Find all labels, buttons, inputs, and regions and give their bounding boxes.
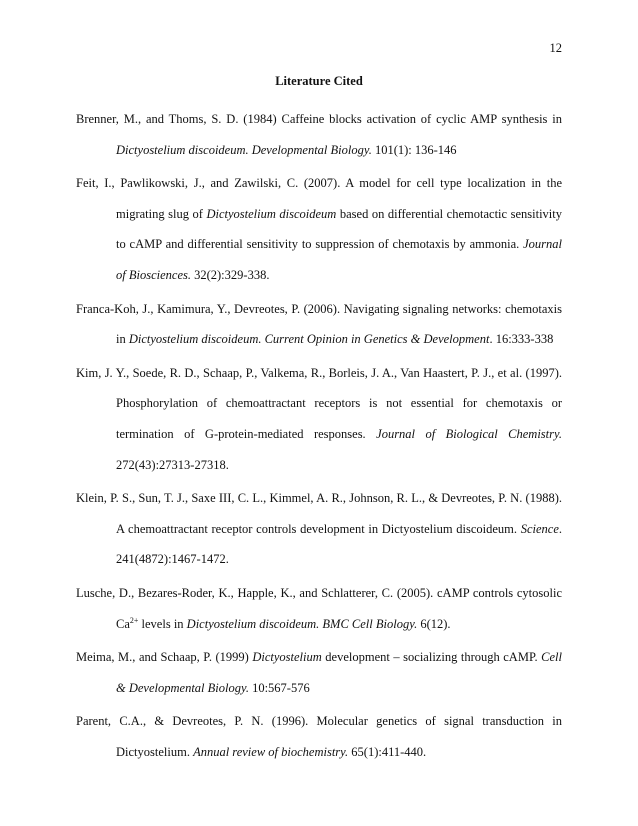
reference-entry <box>76 168 562 290</box>
reference-italic-text: Cell & Developmental Biology. <box>116 650 563 695</box>
reference-italic-text: Science <box>520 521 559 536</box>
reference-italic-text: Journal of Biosciences. <box>116 237 562 282</box>
section-heading: Literature Cited <box>275 74 363 88</box>
reference-text: 6(12). <box>417 616 451 631</box>
reference-text: 10:567-576 <box>248 680 310 695</box>
page-number: 12 <box>549 41 562 55</box>
reference-italic-text: Dictyostelium discoideum <box>206 206 337 221</box>
reference-entry <box>76 642 562 703</box>
reference-entry <box>76 294 562 355</box>
reference-italic-text: Dictyostelium <box>252 650 322 665</box>
reference-text: Klein, P. S., Sun, T. J., Saxe III, C. L., Kimmel, A. R., Johnson, R. L., & Devreotes, P. N. (1988). A chemoattractant receptor controls development in Dictyostelium discoideum. <box>76 491 562 536</box>
reference-italic-text: Dictyostelium discoideum. BMC Cell Biology. <box>186 616 418 631</box>
reference-text: development – socializing through cAMP. <box>321 650 542 665</box>
reference-text: Brenner, M., and Thoms, S. D. (1984) Caffeine blocks activation of cyclic AMP synthesis in <box>76 112 562 126</box>
reference-italic-text: Journal of Biological Chemistry. <box>376 426 562 441</box>
reference-text: . 241(4872):1467-1472. <box>116 521 562 567</box>
reference-entry <box>76 104 562 165</box>
reference-entry <box>76 578 562 639</box>
reference-entry <box>76 483 562 575</box>
reference-text: Lusche, D., Bezares-Roder, K., Happle, K., and Schlatterer, C. (2005). cAMP controls cytosolic Ca <box>76 585 562 631</box>
reference-text: . 16:333-338 <box>489 332 554 347</box>
reference-italic-text: Dictyostelium discoideum. Developmental Biology. <box>116 142 372 157</box>
reference-entry <box>76 706 562 767</box>
reference-italic-text: Annual review of biochemistry. <box>193 744 349 759</box>
reference-superscript: 2+ <box>129 615 139 625</box>
reference-list <box>76 104 562 770</box>
reference-text: Franca-Koh, J., Kamimura, Y., Devreotes, P. (2006). Navigating signaling networks: chemotaxis in <box>76 301 562 347</box>
reference-text: Meima, M., and Schaap, P. (1999) <box>76 650 253 665</box>
reference-text: Parent, C.A., & Devreotes, P. N. (1996). Molecular genetics of signal transduction in Dictyostelium. <box>76 714 562 759</box>
reference-text: 65(1):411-440. <box>348 744 427 759</box>
reference-text: 272(43):27313-27318. <box>116 457 229 472</box>
reference-text: Feit, I., Pawlikowski, J., and Zawilski, C. (2007). A model for cell type localization in the migrating slug of <box>76 176 562 221</box>
reference-text: 101(1): 136-146 <box>371 142 457 157</box>
reference-entry <box>76 358 562 480</box>
reference-text: Kim, J. Y., Soede, R. D., Schaap, P., Valkema, R., Borleis, J. A., Van Haastert, P. J., et al. (1997). Phosphorylation of chemoattractant receptors is not essential for chemotaxis or termination of G-protein-mediated responses. <box>76 365 562 441</box>
reference-italic-text: Dictyostelium discoideum. Current Opinion in Genetics & Development <box>128 332 490 347</box>
reference-text: levels in <box>138 616 187 631</box>
reference-text: 32(2):329-338. <box>190 267 270 282</box>
reference-text: based on differential chemotactic sensitivity to cAMP and differential sensitivity to suppression of chemotaxis by ammonia. <box>116 206 562 252</box>
